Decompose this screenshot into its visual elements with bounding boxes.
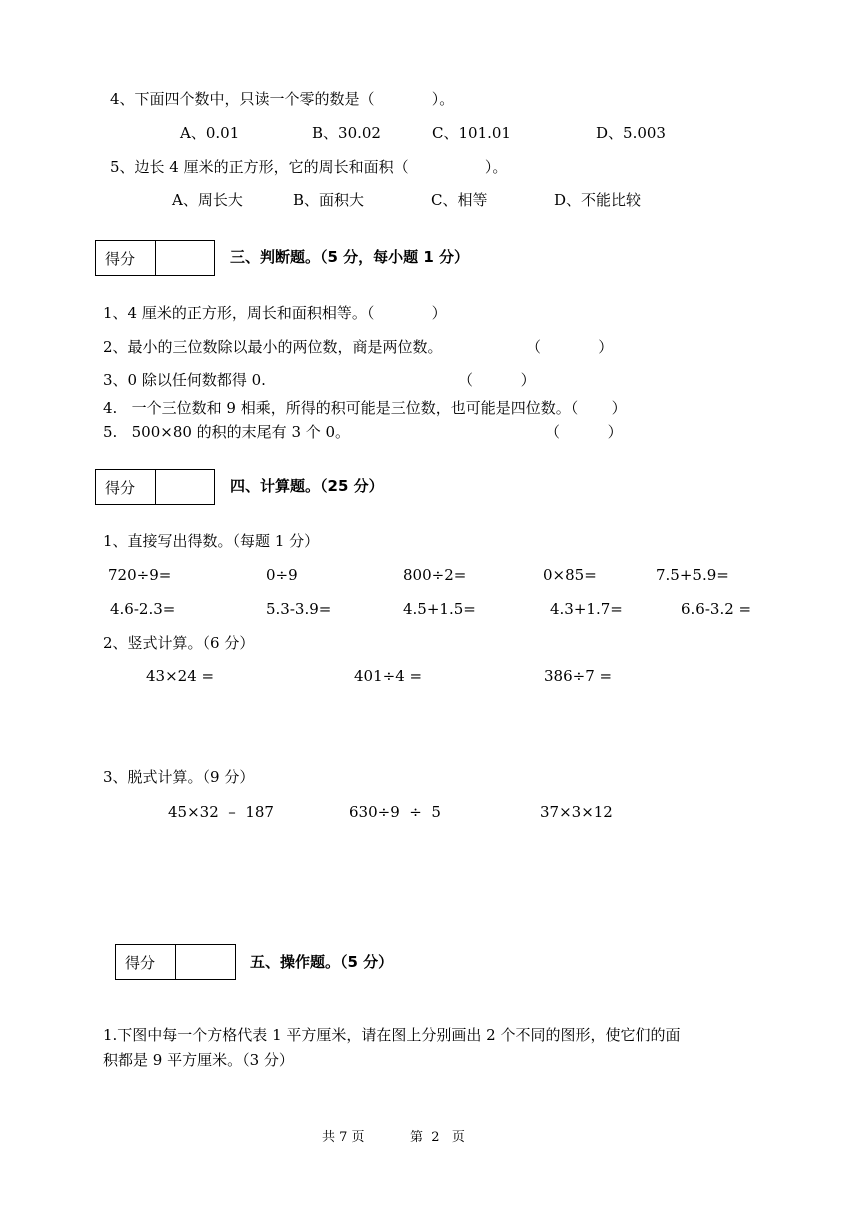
judge-bracket-5: （ ） — [545, 423, 623, 441]
judge-item-2: 2、最小的三位数除以最小的两位数，商是两位数。 — [103, 338, 443, 356]
footer-total-pages: 共 7 页 — [322, 1130, 365, 1145]
footer-page-number: 第 2 页 — [410, 1130, 465, 1145]
oral-calc-item: 0÷9 — [266, 566, 298, 584]
section3-title: 三、判断题。（5 分，每小题 1 分） — [230, 248, 470, 266]
operation-q1-line1: 1.下图中每一个方格代表 1 平方厘米，请在图上分别画出 2 个不同的图形，使它们的面 — [103, 1026, 681, 1044]
q4-option-b: B、30.02 — [312, 124, 381, 142]
q5-option-c: C、相等 — [431, 191, 488, 209]
section5-title: 五、操作题。（5 分） — [250, 953, 394, 971]
judge-bracket-2: （ ） — [526, 338, 614, 356]
section4-title: 四、计算题。（25 分） — [230, 477, 384, 495]
score-blank — [156, 470, 214, 504]
q5-text: 5、边长 4 厘米的正方形，它的周长和面积（ ）。 — [110, 158, 508, 176]
stepwise-calc-item: 37×3×12 — [540, 803, 613, 821]
stepwise-calc-item: 630÷9 ÷ 5 — [349, 803, 441, 821]
calc-part3-title: 3、脱式计算。（9 分） — [103, 768, 255, 786]
score-label: 得分 — [96, 470, 156, 504]
score-box-section5 — [115, 944, 236, 980]
oral-calc-item: 720÷9= — [108, 566, 172, 584]
q5-option-a: A、周长大 — [172, 191, 243, 209]
stepwise-calc-item: 45×32 – 187 — [168, 803, 274, 821]
oral-calc-item: 4.3+1.7= — [550, 600, 623, 618]
q4-option-a: A、0.01 — [180, 124, 240, 142]
judge-bracket-3: （ ） — [458, 371, 536, 389]
oral-calc-item: 7.5+5.9= — [656, 566, 729, 584]
oral-calc-item: 5.3-3.9= — [266, 600, 332, 618]
score-box-section3 — [95, 240, 215, 276]
q4-option-d: D、5.003 — [596, 124, 666, 142]
score-blank — [156, 241, 214, 275]
q4-text: 4、下面四个数中，只读一个零的数是（ ）。 — [110, 90, 455, 108]
score-blank — [176, 945, 235, 979]
judge-item-5: 5. 500×80 的积的末尾有 3 个 0。 — [103, 423, 351, 441]
oral-calc-item: 800÷2= — [403, 566, 467, 584]
score-box-section4 — [95, 469, 215, 505]
operation-q1-line2: 积都是 9 平方厘米。（3 分） — [103, 1051, 294, 1069]
oral-calc-item: 4.5+1.5= — [403, 600, 476, 618]
q5-option-d: D、不能比较 — [554, 191, 642, 209]
oral-calc-item: 4.6-2.3= — [110, 600, 176, 618]
vertical-calc-item: 386÷7 = — [544, 667, 613, 685]
vertical-calc-item: 43×24 = — [146, 667, 215, 685]
score-label: 得分 — [96, 241, 156, 275]
calc-part2-title: 2、竖式计算。（6 分） — [103, 634, 255, 652]
judge-item-1: 1、4 厘米的正方形，周长和面积相等。（ ） — [103, 304, 447, 322]
oral-calc-item: 0×85= — [543, 566, 597, 584]
q4-option-c: C、101.01 — [432, 124, 511, 142]
score-label: 得分 — [116, 945, 176, 979]
oral-calc-item: 6.6-3.2 = — [681, 600, 752, 618]
vertical-calc-item: 401÷4 = — [354, 667, 423, 685]
q5-option-b: B、面积大 — [293, 191, 365, 209]
calc-part1-title: 1、直接写出得数。（每题 1 分） — [103, 532, 320, 550]
judge-item-4: 4. 一个三位数和 9 相乘，所得的积可能是三位数，也可能是四位数。（ ） — [103, 399, 627, 417]
judge-item-3: 3、0 除以任何数都得 0. — [103, 371, 266, 389]
